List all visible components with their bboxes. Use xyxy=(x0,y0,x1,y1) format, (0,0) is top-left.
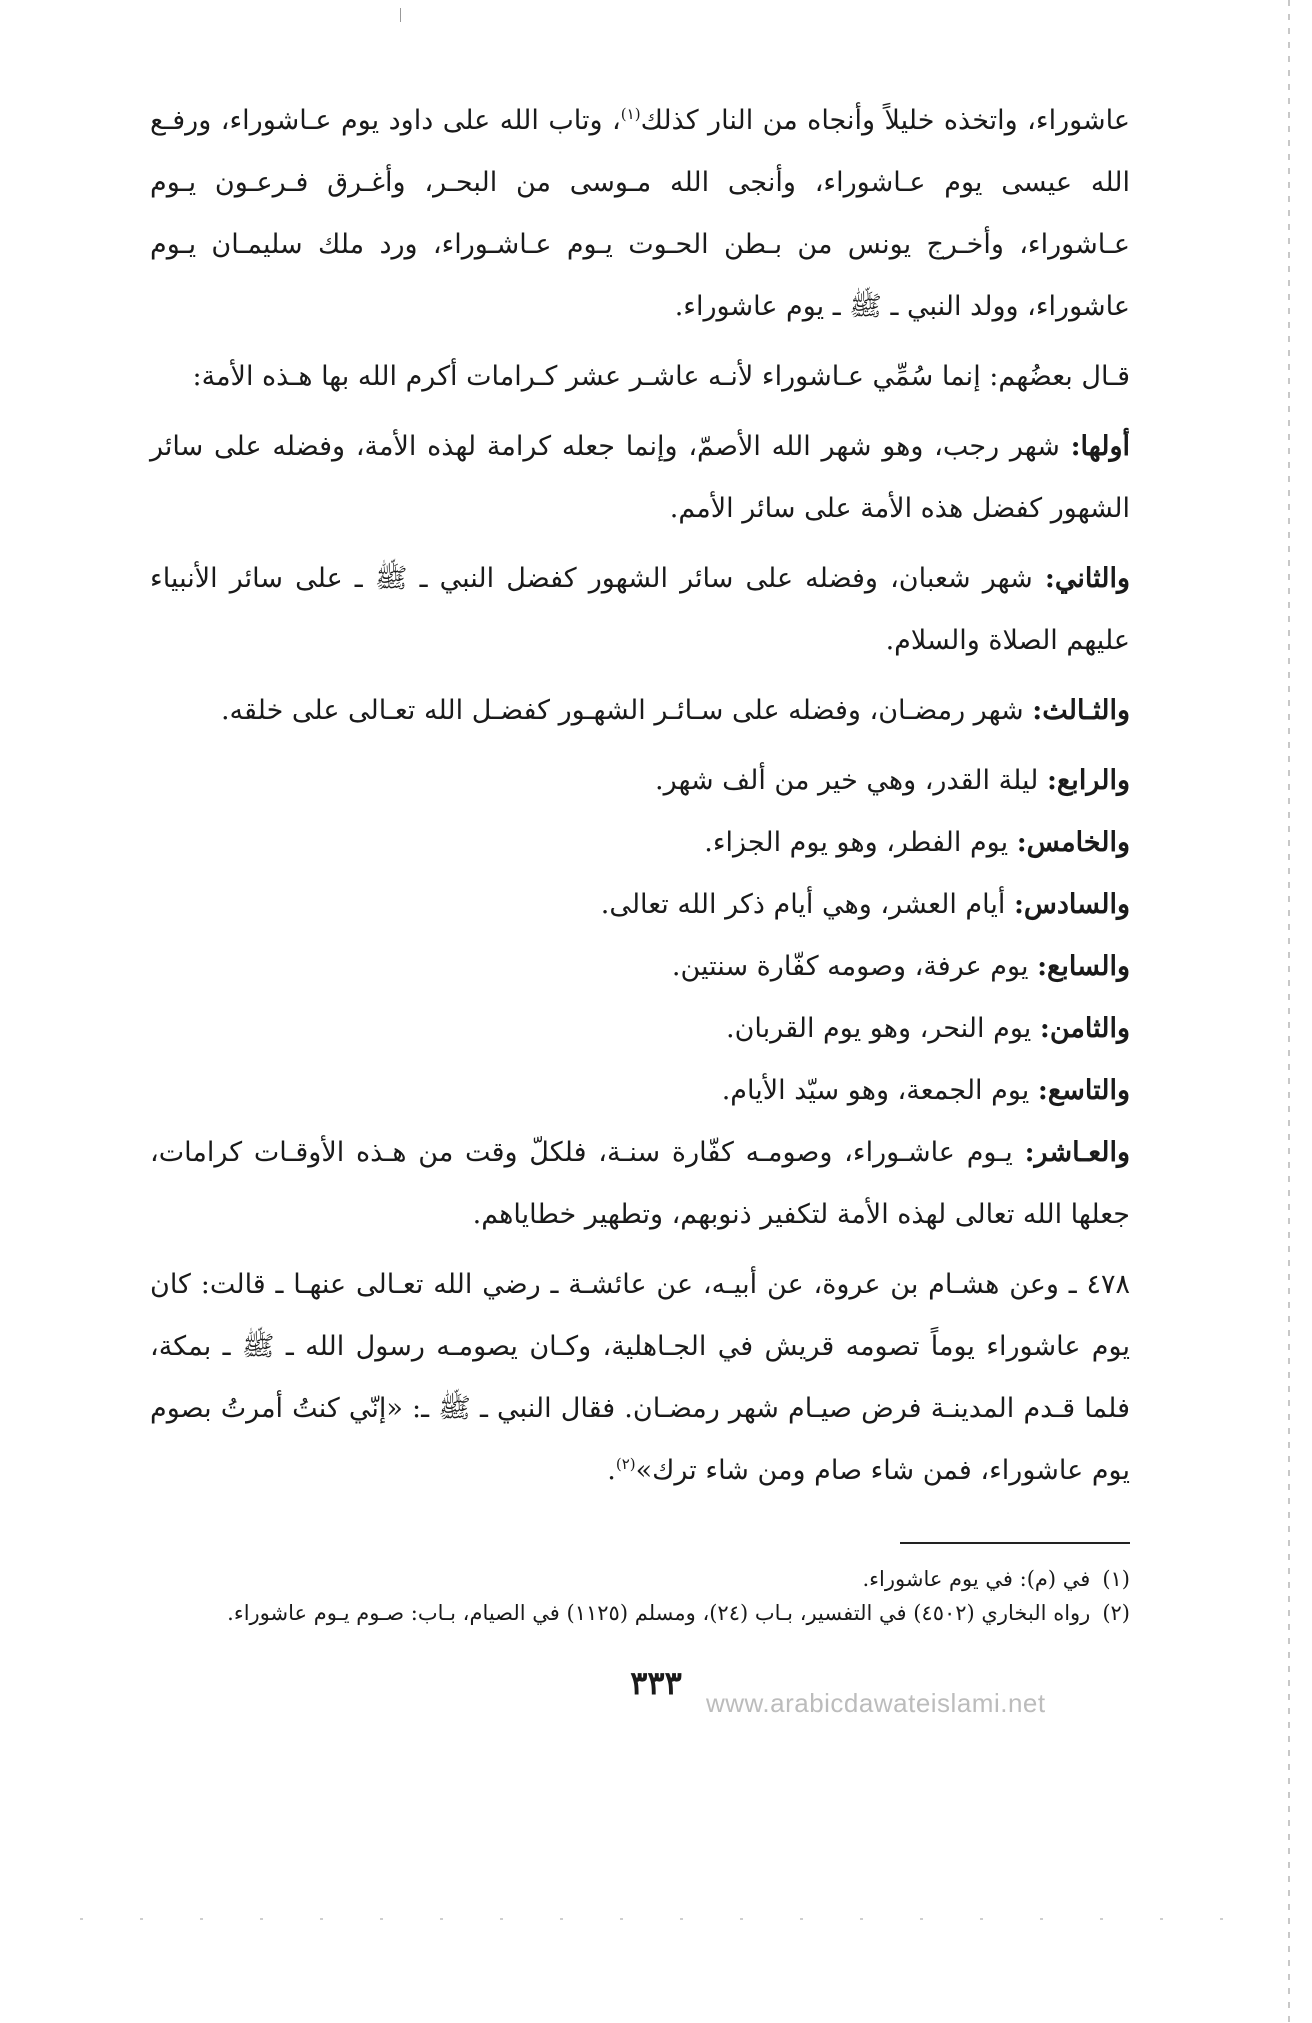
paragraph-5 xyxy=(150,680,1130,742)
paragraph-2: قـال بعضُهم: إنما سُمِّي عـاشوراء لأنـه عاشـر عشر كـرامات أكرم الله بها هـذه الأمة: xyxy=(192,361,1130,392)
item-9-label: والتاسع: xyxy=(1037,1075,1130,1106)
item-8-label: والثامن: xyxy=(1039,1013,1130,1044)
item-7-text: يوم عرفة، وصومه كفّارة سنتين. xyxy=(671,951,1038,982)
watermark-url: www.arabicdawateislami.net xyxy=(706,1688,1046,1718)
paragraph-9 xyxy=(150,936,1130,998)
footnote-2 xyxy=(150,1596,1130,1630)
paragraph-8 xyxy=(150,874,1130,936)
item-7-label: والسابع: xyxy=(1037,951,1130,982)
scan-edge-line xyxy=(1288,0,1290,2023)
paragraph-1 xyxy=(150,90,1130,338)
item-6-label: والسادس: xyxy=(1013,889,1130,920)
item-10-text: يـوم عاشـوراء، وصومـه كفّارة سنـة، فلكلّ وقت من هـذه الأوقـات كرامات، جعلها الله تعالى لهذه الأمة لتكفير ذنوبهم، وتطهير خطاياهم. xyxy=(150,1137,1130,1230)
footnote-1-number: (١) xyxy=(1102,1567,1130,1591)
item-5-label: والخامس: xyxy=(1016,827,1130,858)
item-8-text: يوم النحر، وهو يوم القربان. xyxy=(726,1013,1040,1044)
footnote-1 xyxy=(150,1562,1130,1596)
footnote-2-text: رواه البخاري (٤٥٠٢) في التفسير، بـاب (٢٤)، ومسلم (١١٢٥) في الصيام، بـاب: صـوم يـوم عاشوراء. xyxy=(227,1601,1091,1625)
footnote-divider xyxy=(900,1542,1130,1544)
footnote-1-text: في (م): في يوم عاشوراء. xyxy=(862,1567,1091,1591)
item-1-label: أولها: xyxy=(1070,431,1130,462)
footnote-ref-2[interactable]: (٢) xyxy=(615,1455,636,1473)
item-4-text: ليلة القدر، وهي خير من ألف شهر. xyxy=(655,765,1047,796)
footnote-2-number: (٢) xyxy=(1102,1601,1130,1625)
hadith-end: . xyxy=(607,1455,616,1486)
item-2-label: والثاني: xyxy=(1044,563,1130,594)
footnote-ref-1[interactable]: (١) xyxy=(620,105,641,123)
paragraph-7 xyxy=(150,812,1130,874)
paragraph-10 xyxy=(150,998,1130,1060)
item-4-label: والرابع: xyxy=(1046,765,1130,796)
paragraph-1-text: عاشوراء، واتخذه خليلاً وأنجاه من النار كذلك xyxy=(640,105,1131,136)
paragraph-1-text-rest: ، وتاب الله على داود يوم عـاشوراء، ورفـع الله عيسى يوم عـاشوراء، وأنجى الله مـوسى من البحـر، وأغـرق فـرعـون يـوم عـاشوراء، وأخـرج يونس من بـطن الحـوت يـوم عـاشـوراء، ورد ملك سليمـان يـوم عاشوراء، وولد النبي ـ ﷺ ـ يوم عاشوراء. xyxy=(150,105,1130,322)
item-5-text: يوم الفطر، وهو يوم الجزاء. xyxy=(704,827,1017,858)
item-10-label: والعـاشر: xyxy=(1024,1137,1130,1168)
paragraph-6 xyxy=(150,750,1130,812)
page-body xyxy=(150,90,1130,1630)
scan-bottom-dots xyxy=(80,1918,1230,1920)
item-1-text: شهر رجب، وهو شهر الله الأصمّ، وإنما جعله كرامة لهذه الأمة، وفضله على سائر الشهور كفضل هذه الأمة على سائر الأمم. xyxy=(150,431,1130,524)
item-3-text: شهر رمضـان، وفضله على سـائـر الشهـور كفضـل الله تعـالى على خلقه. xyxy=(220,695,1033,726)
item-2-text: شهر شعبان، وفضله على سائر الشهور كفضل النبي ـ ﷺ ـ على سائر الأنبياء عليهم الصلاة والسلام. xyxy=(150,563,1130,656)
hadith-text: ٤٧٨ ـ وعن هشـام بن عروة، عن أبيـه، عن عائشـة ـ رضي الله تعـالى عنهـا ـ قالت: كان يوم عاشوراء يوماً تصومه قريش في الجـاهلية، وكـان يصومـه رسول الله ـ ﷺ ـ بمكة، فلما قـدم المدينـة فرض صيـام شهر رمضـان. فقال النبي ـ ﷺ ـ: «إنّي كنتُ أمرتُ بصوم يوم عاشوراء، فمن شاء صام ومن شاء ترك» xyxy=(150,1269,1130,1486)
item-9-text: يوم الجمعة، وهو سيّد الأيام. xyxy=(721,1075,1038,1106)
paragraph-12 xyxy=(150,1122,1130,1246)
item-6-text: أيام العشر، وهي أيام ذكر الله تعالى. xyxy=(600,889,1014,920)
paragraph-13 xyxy=(150,1254,1130,1502)
paragraph-3 xyxy=(150,416,1130,540)
scan-mark xyxy=(400,8,401,22)
paragraph-4 xyxy=(150,548,1130,672)
paragraph-11 xyxy=(150,1060,1130,1122)
page-number: ٣٣٣ xyxy=(630,1664,682,1702)
item-3-label: والثـالث: xyxy=(1032,695,1130,726)
